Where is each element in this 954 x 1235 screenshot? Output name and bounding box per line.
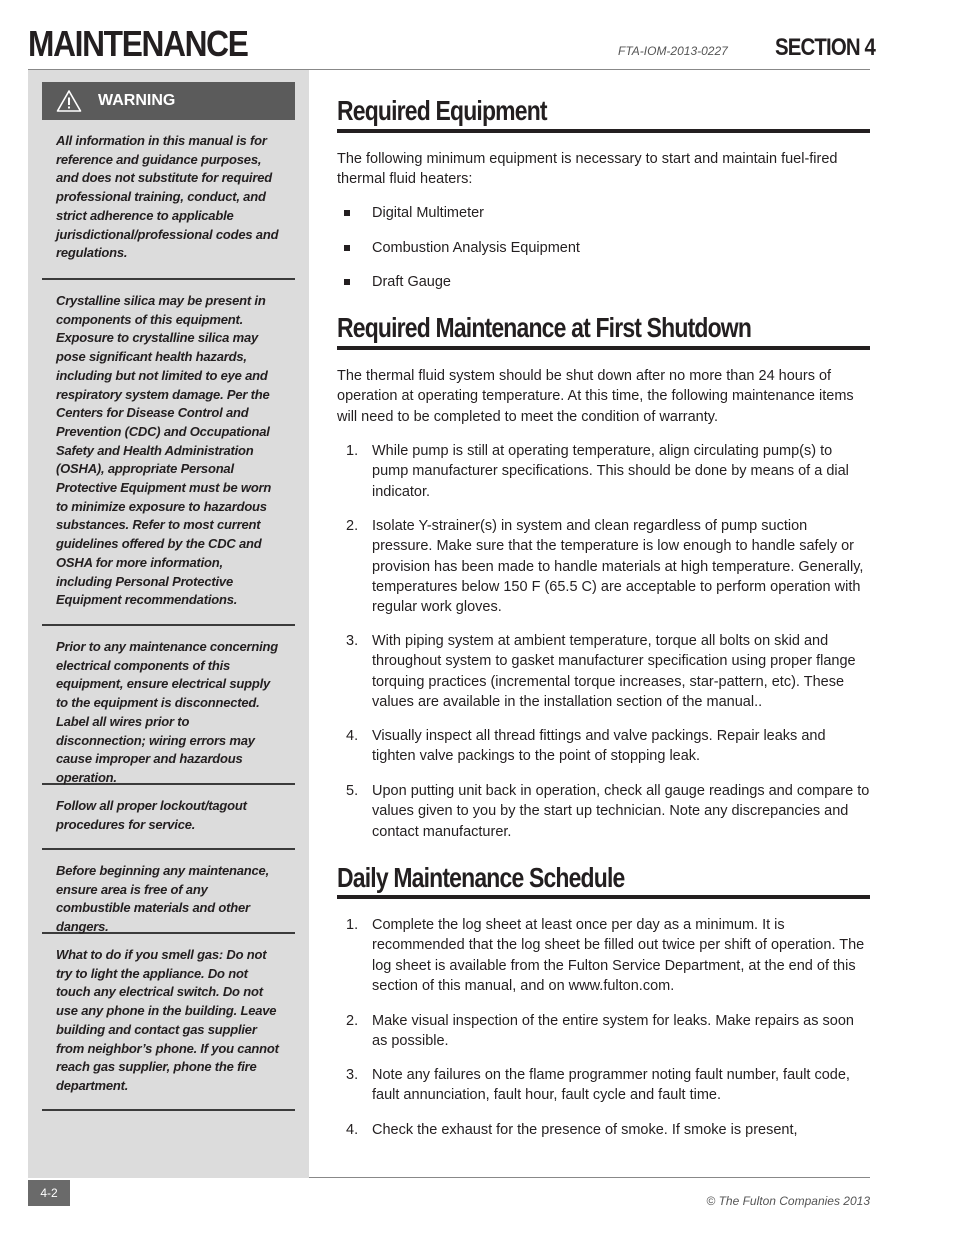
warning-text: What to do if you smell gas: Do not try to light the appliance. Do not touch any electrical switch. Do not use any phone in the building. Leave building and contact gas supplier from neighbor’s phone. If you cannot reach gas supplier, phone the fire department. — [56, 947, 279, 1093]
warning-header — [42, 82, 295, 120]
warning-text: All information in this manual is for reference and guidance purposes, and does not substitute for required professional training, conduct, and strict adherence to applicable jurisdictional/professional codes and regulations. — [56, 133, 279, 261]
warning-block — [42, 797, 295, 850]
heading-underline — [337, 895, 870, 899]
heading-underline — [337, 129, 870, 133]
warning-block — [42, 862, 295, 934]
warning-text: Prior to any maintenance concerning electrical components of this equipment, ensure electrical supply to the equipment is disconnected. Label all wires prior to disconnection; wiring errors may cause improper and hazardous operation. — [56, 639, 278, 785]
bullet-icon — [344, 210, 350, 216]
warning-text: Before beginning any maintenance, ensure area is free of any combustible materials and other dangers. — [56, 863, 269, 935]
copyright: © The Fulton Companies 2013 — [706, 1194, 870, 1208]
bullet-icon — [344, 245, 350, 251]
warning-block — [42, 946, 295, 1111]
document-id: FTA-IOM-2013-0227 — [618, 44, 728, 58]
section-heading-required-equipment: Required Equipment — [337, 95, 547, 126]
first-shutdown-intro: The thermal fluid system should be shut down after no more than 24 hours of operation at operating temperature. At this time, the following maintenance items will need to be completed to meet the condition of warranty. — [337, 368, 854, 425]
warning-sidebar — [28, 70, 309, 1178]
section-label: SECTION 4 — [775, 34, 876, 61]
warning-block — [42, 638, 295, 785]
warning-text: Follow all proper lockout/tagout procedures for service. — [56, 798, 247, 832]
warning-triangle-icon — [56, 89, 82, 113]
warning-block — [42, 292, 295, 626]
bullet-icon — [344, 279, 350, 285]
warning-block — [42, 132, 295, 280]
equipment-intro: The following minimum equipment is necessary to start and maintain fuel-fired thermal fluid heaters: — [337, 151, 838, 188]
page-number: 4-2 — [28, 1180, 70, 1206]
footer-divider — [309, 1177, 870, 1178]
heading-underline — [337, 346, 870, 350]
warning-text: Crystalline silica may be present in components of this equipment. Exposure to crystalline silica may pose significant health hazards, including but not limited to eye and respiratory system damage. Per the Centers for Disease Control and Prevention (CDC) and Occupational Safety and Health Administration (OSHA), appropriate Personal Protective Equipment must be worn to minimize exposure to hazardous substances. Refer to most current guidelines offered by the CDC and OSHA for more information, including Personal Protective Equipment recommendations. — [56, 293, 272, 608]
warning-title: WARNING — [98, 92, 176, 109]
page-title: MAINTENANCE — [28, 23, 248, 64]
section-heading-first-shutdown: Required Maintenance at First Shutdown — [337, 312, 752, 343]
section-heading-daily-maintenance: Daily Maintenance Schedule — [337, 862, 625, 893]
